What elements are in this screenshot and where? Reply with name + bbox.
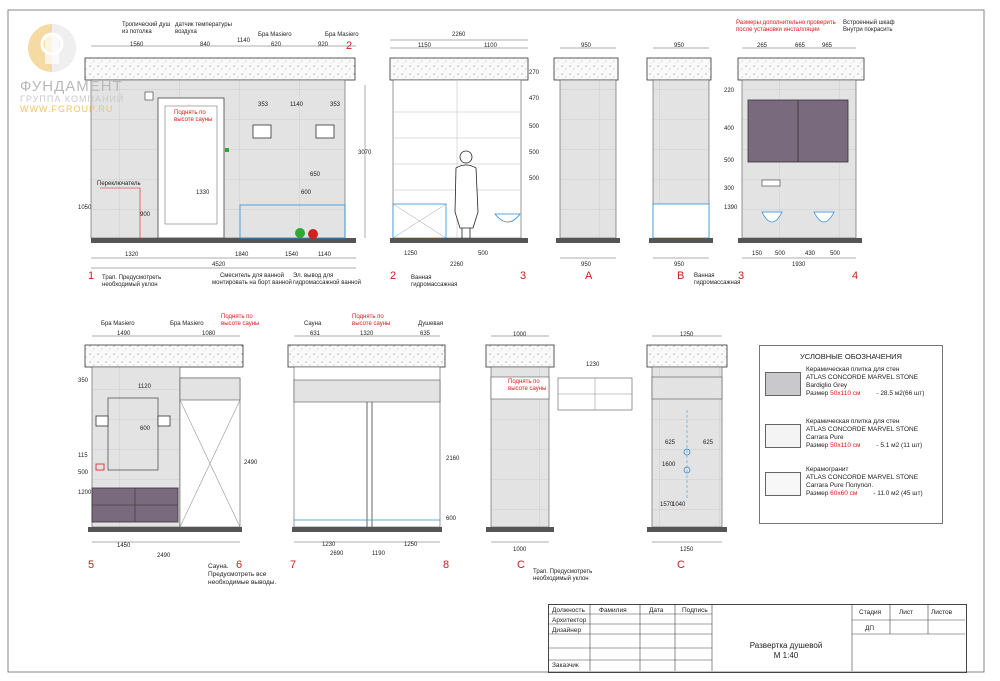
dim: 115	[78, 453, 88, 459]
note-raise-sauna: Поднять по высоте сауны	[508, 379, 547, 392]
dim: 950	[581, 43, 592, 49]
dim: 1450	[117, 543, 131, 549]
dim: 1320	[125, 252, 139, 258]
legend-line: Керамическая плитка для стен	[806, 366, 900, 373]
elevation-C-1	[486, 336, 632, 542]
dim: 265	[757, 43, 768, 49]
dim: 1250	[404, 542, 418, 548]
view-label-7: 7	[290, 559, 297, 571]
dim: 1540	[285, 252, 299, 258]
sheet-title: Развертка душевой	[749, 641, 823, 650]
dim: 1250	[680, 332, 694, 338]
view-label-C: C	[677, 559, 685, 571]
stamp-head-stage: Стадия	[859, 609, 882, 616]
dim: 500	[78, 470, 89, 476]
title-block	[548, 604, 967, 673]
view-label-3: 3	[520, 270, 527, 282]
dim: 1100	[484, 43, 497, 49]
legend-line: ATLAS CONCORDE MARVEL STONE	[806, 426, 919, 433]
dim: 1050	[78, 205, 92, 211]
dim: 1320	[360, 331, 374, 337]
legend-title: УСЛОВНЫЕ ОБОЗНАЧЕНИЯ	[800, 352, 902, 361]
dim: 1570	[660, 502, 674, 508]
note-sauna: Сауна	[304, 321, 322, 327]
quantity: - 28.5 м2(66 шт)	[876, 390, 925, 397]
note-raise-sauna: Поднять по высоте сауны	[221, 314, 260, 327]
stamp-row-architect: Архитектор	[552, 617, 587, 624]
dim: 1040	[672, 502, 686, 508]
note-shower-room: Душевая	[418, 321, 444, 327]
view-label-1: 1	[88, 270, 95, 282]
view-label-4: 4	[852, 270, 859, 282]
sheet-scale: М 1:40	[773, 651, 799, 660]
note-mixer: Смеситель для ванной монтировать на борт ванной	[212, 273, 292, 286]
dim: 950	[674, 262, 685, 268]
dim: 500	[478, 251, 489, 257]
dim: 4520	[212, 262, 226, 268]
dim: 631	[310, 331, 321, 337]
dim: 2160	[446, 456, 460, 462]
dim: 430	[805, 251, 816, 257]
view-label-6: 6	[236, 559, 243, 571]
dim: 1490	[117, 331, 131, 337]
dim: 950	[674, 43, 685, 49]
stamp-col-head: Подпись	[682, 607, 708, 614]
dim: 600	[446, 516, 457, 522]
note-outlet: Эл. вывод для гидромассажной ванной	[293, 273, 361, 286]
dim: 600	[301, 190, 312, 196]
dim: 1080	[202, 331, 216, 337]
dim: 920	[318, 42, 329, 48]
view-label-A: A	[585, 270, 593, 282]
size-value: 50х110 см	[830, 390, 861, 397]
elevation-3-4	[738, 48, 864, 258]
stamp-row-designer: Дизайнер	[552, 627, 582, 634]
logo-name: ФУНДАМЕНТ	[20, 78, 123, 95]
size-label: Размер	[806, 442, 829, 449]
dim: 2260	[452, 32, 466, 38]
dim: 1250	[404, 251, 418, 257]
dim: 500	[830, 251, 841, 257]
note-whirlpool-bath: Ванная гидромассажная	[694, 273, 741, 286]
dim: 1230	[322, 542, 336, 548]
dim: 1150	[418, 43, 431, 49]
dim: 1120	[138, 384, 151, 390]
note-rain-shower: Тропический душ из потолка	[122, 22, 171, 35]
note-sconce: Бра Masiero	[258, 32, 292, 38]
elevation-1-2	[85, 46, 365, 268]
company-logo	[28, 24, 76, 72]
dim: 665	[795, 43, 806, 49]
view-label-3: 3	[738, 270, 745, 282]
size-value: 50х110 см	[830, 442, 861, 449]
dim: 1140	[237, 38, 250, 44]
quantity: - 11.0 м2 (45 шт)	[873, 490, 923, 497]
note-raise-sauna: Поднять по высоте сауны	[174, 110, 213, 123]
dim: 1000	[513, 547, 527, 553]
view-label-2: 2	[390, 270, 397, 282]
dim: 353	[330, 102, 341, 108]
note-sconce: Бра Masiero	[170, 321, 204, 327]
elevation-A	[554, 48, 620, 258]
logo-subtitle: ГРУППА КОМПАНИЙ	[20, 94, 125, 104]
elevation-7-8	[288, 336, 445, 542]
note-check-dims: Размеры дополнительно проверить после установки инсталляции	[736, 20, 836, 33]
dim: 1600	[662, 462, 676, 468]
tile-swatch	[765, 472, 801, 496]
dim: 965	[822, 43, 833, 49]
size-value: 60х60 см	[830, 490, 858, 497]
dim: 500	[724, 158, 735, 164]
view-label-2: 2	[346, 40, 353, 52]
dim: 2690	[330, 551, 344, 557]
logo-website: WWW.FGROUP.RU	[20, 104, 114, 114]
stamp-row-client: Заказчик	[552, 662, 579, 669]
elevation-B	[647, 48, 713, 258]
dim: 353	[258, 102, 269, 108]
dim: 220	[724, 88, 735, 94]
dim: 620	[271, 42, 282, 48]
dim: 400	[724, 126, 735, 132]
dim: 500	[529, 124, 540, 130]
size-label: Размер	[806, 490, 829, 497]
note-temp-sensor: датчик температуры воздуха	[175, 22, 232, 35]
dim: 300	[724, 186, 735, 192]
dim: 600	[140, 426, 151, 432]
sconce	[316, 125, 334, 138]
dim: 500	[529, 176, 540, 182]
legend-line: ATLAS CONCORDE MARVEL STONE	[806, 374, 919, 381]
dim: 500	[775, 251, 786, 257]
dim: 1230	[586, 362, 600, 368]
dim: 2490	[244, 460, 258, 466]
floor-slab	[91, 238, 356, 243]
legend-line: ATLAS CONCORDE MARVEL STONE	[806, 474, 919, 481]
dim: 635	[420, 331, 431, 337]
note-sauna-outlets: Сауна. Предусмотреть все необходимые выводы.	[208, 563, 277, 586]
note-sconce: Бра Masiero	[325, 32, 359, 38]
dim: 840	[200, 42, 211, 48]
elevation-C-2	[647, 336, 727, 542]
note-drain: Трап. Предусмотреть необходимый уклон	[533, 569, 593, 582]
dim: 500	[529, 150, 540, 156]
dim: 1930	[792, 262, 806, 268]
stamp-head-sheet: Лист	[899, 609, 914, 616]
stamp-col-head: Должность	[552, 607, 585, 614]
dim: 625	[665, 440, 676, 446]
dim: 1200	[78, 490, 92, 496]
view-label-5: 5	[88, 559, 95, 571]
stamp-col-head: Фамилия	[599, 607, 627, 614]
stamp-col-head: Дата	[649, 607, 664, 614]
dim: 900	[140, 212, 151, 218]
dim: 950	[581, 262, 592, 268]
legend-item	[762, 366, 940, 410]
legend-line: Carrara Pure Полупол.	[806, 482, 874, 489]
dim: 2490	[157, 553, 171, 559]
dim: 1330	[196, 190, 210, 196]
legend-line: Керамическая плитка для стен	[806, 418, 900, 425]
dim: 1140	[290, 102, 303, 108]
note-built-in-cabinet: Встроенный шкаф Внутри покрасить	[843, 20, 895, 33]
tile-swatch	[765, 424, 801, 448]
dim: 350	[78, 378, 89, 384]
dim: 270	[529, 70, 540, 76]
legend-panel	[759, 345, 943, 524]
elevation-2-3	[390, 40, 528, 243]
dim: 1390	[724, 205, 738, 211]
legend-line: Керамогранит	[806, 466, 849, 473]
note-switch: Переключатель	[97, 181, 141, 187]
tile-swatch	[765, 372, 801, 396]
stage-value: ДП	[865, 625, 875, 632]
dim: 1560	[130, 42, 144, 48]
stamp-head-sheets: Листов	[931, 609, 953, 616]
legend-line: Bardiglio Grey	[806, 382, 848, 389]
dim: 3070	[358, 150, 372, 156]
legend-item	[762, 418, 940, 462]
view-label-B: B	[677, 270, 685, 282]
legend-item	[762, 466, 940, 510]
quantity: - 5.1 м2 (11 шт)	[876, 442, 923, 449]
dim: 1250	[680, 547, 694, 553]
size-label: Размер	[806, 390, 829, 397]
dim: 2260	[450, 262, 464, 268]
dim: 470	[529, 96, 540, 102]
dim: 1000	[513, 332, 527, 338]
dim: 150	[752, 251, 763, 257]
dim: 650	[310, 172, 321, 178]
note-sconce: Бра Masiero	[101, 321, 135, 327]
note-drain: Трап. Предусмотреть необходимый уклон	[102, 275, 162, 288]
view-label-8: 8	[443, 559, 450, 571]
legend-line: Carrara Pure	[806, 434, 844, 441]
dim: 625	[703, 440, 714, 446]
sconce	[253, 125, 271, 138]
dim: 1190	[372, 551, 385, 557]
note-raise-sauna: Поднять по высоте сауны	[352, 314, 391, 327]
dim: 1140	[318, 252, 331, 258]
note-whirlpool-bath: Ванная гидромассажная	[411, 275, 458, 288]
dim: 1840	[235, 252, 249, 258]
elevation-5-6	[85, 336, 243, 542]
view-label-C: C	[517, 559, 525, 571]
